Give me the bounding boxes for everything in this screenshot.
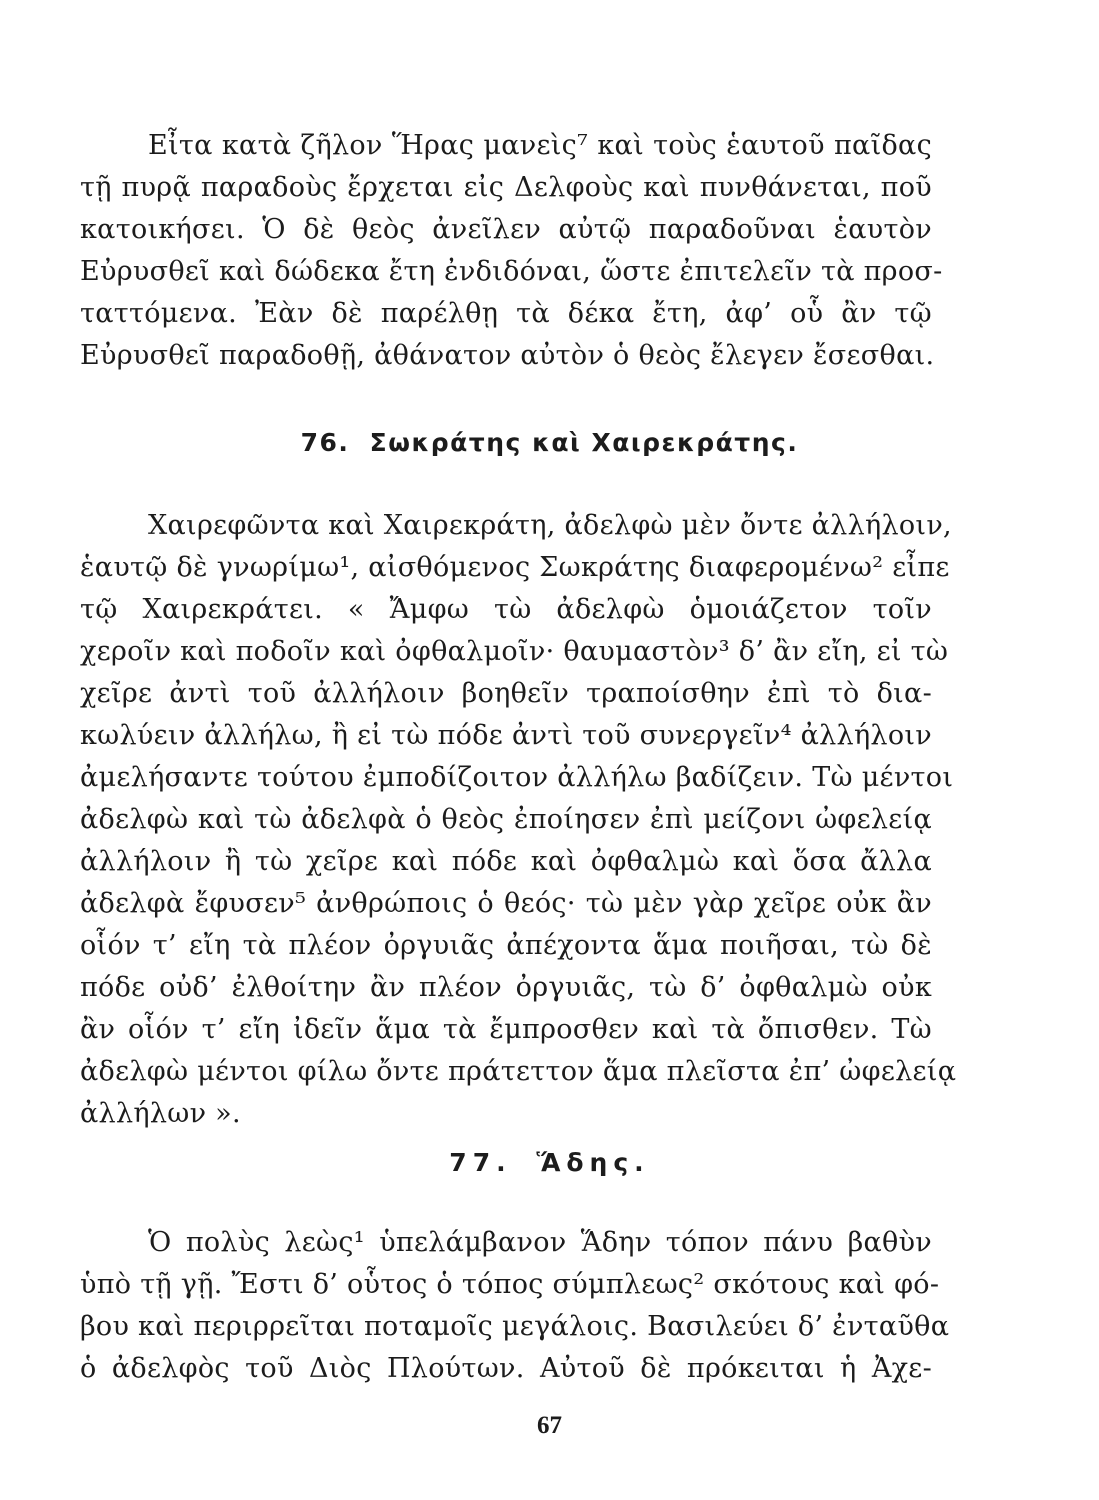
text-line: κωλύειν ἀλλήλω, ἢ εἰ τὼ πόδε ἀντὶ τοῦ συνεργεῖν⁴ ἀλλήλοιν bbox=[80, 720, 932, 751]
text-line: ὁ ἀδελφὸς τοῦ Διὸς Πλούτων. Αὐτοῦ δὲ πρόκειται ἡ Ἀχε- bbox=[80, 1353, 932, 1384]
text-line: ὑπὸ τῇ γῇ. Ἔστι δ’ οὗτος ὁ τόπος σύμπλεως² σκότους καὶ φό- bbox=[80, 1269, 940, 1300]
text-line: πόδε οὐδ’ ἐλθοίτην ἂν πλέον ὀργυιᾶς, τὼ δ’ ὀφθαλμὼ οὐκ bbox=[80, 972, 932, 1003]
text-line: ἑαυτῷ δὲ γνωρίμω¹, αἰσθόμενος Σωκράτης διαφερομένω² εἶπε bbox=[80, 552, 950, 583]
text-line: Εὐρυσθεῖ παραδοθῇ, ἀθάνατον αὐτὸν ὁ θεὸς ἔλεγεν ἔσεσθαι. bbox=[80, 340, 935, 371]
text-line: κατοικήσει. Ὁ δὲ θεὸς ἀνεῖλεν αὐτῷ παραδοῦναι ἑαυτὸν bbox=[80, 214, 932, 245]
section-heading-76 bbox=[0, 428, 1099, 457]
text-line: Εἶτα κατὰ ζῆλον Ἥρας μανεὶς⁷ καὶ τοὺς ἑαυτοῦ παῖδας bbox=[148, 130, 932, 161]
text-line: Χαιρεφῶντα καὶ Χαιρεκράτη, ἀδελφὼ μὲν ὄντε ἀλλήλοιν, bbox=[148, 510, 952, 541]
text-line: ἀδελφὼ καὶ τὼ ἀδελφὰ ὁ θεὸς ἐποίησεν ἐπὶ μείζονι ὠφελείᾳ bbox=[80, 804, 932, 835]
text-line: ἀδελφὰ ἔφυσεν⁵ ἀνθρώποις ὁ θεός· τὼ μὲν γὰρ χεῖρε οὐκ ἂν bbox=[80, 888, 932, 919]
section-number: 77. bbox=[449, 1148, 512, 1177]
text-line: χεῖρε ἀντὶ τοῦ ἀλλήλοιν βοηθεῖν τραποίσθην ἐπὶ τὸ δια- bbox=[80, 678, 932, 709]
text-line: τῷ Χαιρεκράτει. « Ἄμφω τὼ ἀδελφὼ ὁμοιάζετον τοῖν bbox=[80, 594, 932, 625]
text-line: τῇ πυρᾷ παραδοὺς ἔρχεται εἰς Δελφοὺς καὶ πυνθάνεται, ποῦ bbox=[80, 172, 932, 203]
text-line: ἂν οἷόν τ’ εἴη ἰδεῖν ἅμα τὰ ἔμπροσθεν καὶ τὰ ὄπισθεν. Τὼ bbox=[80, 1014, 932, 1045]
text-line: οἷόν τ’ εἴη τὰ πλέον ὀργυιᾶς ἀπέχοντα ἅμα ποιῆσαι, τὼ δὲ bbox=[80, 930, 932, 961]
text-line: Εὐρυσθεῖ καὶ δώδεκα ἔτη ἐνδιδόναι, ὥστε ἐπιτελεῖν τὰ προσ- bbox=[80, 256, 943, 287]
page-number: 67 bbox=[537, 1412, 562, 1439]
paragraph-heracles bbox=[80, 125, 943, 377]
section-title: Σωκράτης καὶ Χαιρεκράτης. bbox=[369, 428, 799, 457]
section-title: Ἅδης. bbox=[536, 1148, 650, 1177]
text-line: βου καὶ περιρρεῖται ποταμοῖς μεγάλοις. Βασιλεύει δ’ ἐνταῦθα bbox=[80, 1311, 950, 1342]
section-heading-77 bbox=[0, 1148, 1099, 1177]
text-line: ἀλλήλοιν ἢ τὼ χεῖρε καὶ πόδε καὶ ὀφθαλμὼ καὶ ὅσα ἄλλα bbox=[80, 846, 932, 877]
text-line: Ὁ πολὺς λεὼς¹ ὑπελάμβανον Ἅδην τόπον πάνυ βαθὺν bbox=[148, 1227, 932, 1258]
text-line: χεροῖν καὶ ποδοῖν καὶ ὀφθαλμοῖν· θαυμαστὸν³ δ’ ἂν εἴη, εἰ τὼ bbox=[80, 636, 949, 667]
section-number: 76. bbox=[300, 428, 350, 457]
text-line: ταττόμενα. Ἐὰν δὲ παρέλθῃ τὰ δέκα ἔτη, ἀφ’ οὗ ἂν τῷ bbox=[80, 298, 932, 329]
text-line: ἀμελήσαντε τούτου ἐμποδίζοιτον ἀλλήλω βαδίζειν. Τὼ μέντοι bbox=[80, 762, 954, 793]
text-line: ἀδελφὼ μέντοι φίλω ὄντε πράτεττον ἅμα πλεῖστα ἐπ’ ὠφελείᾳ bbox=[80, 1056, 957, 1087]
paragraph-socrates bbox=[80, 505, 957, 1135]
paragraph-hades bbox=[80, 1222, 950, 1390]
text-line: ἀλλήλων ». bbox=[80, 1098, 241, 1129]
